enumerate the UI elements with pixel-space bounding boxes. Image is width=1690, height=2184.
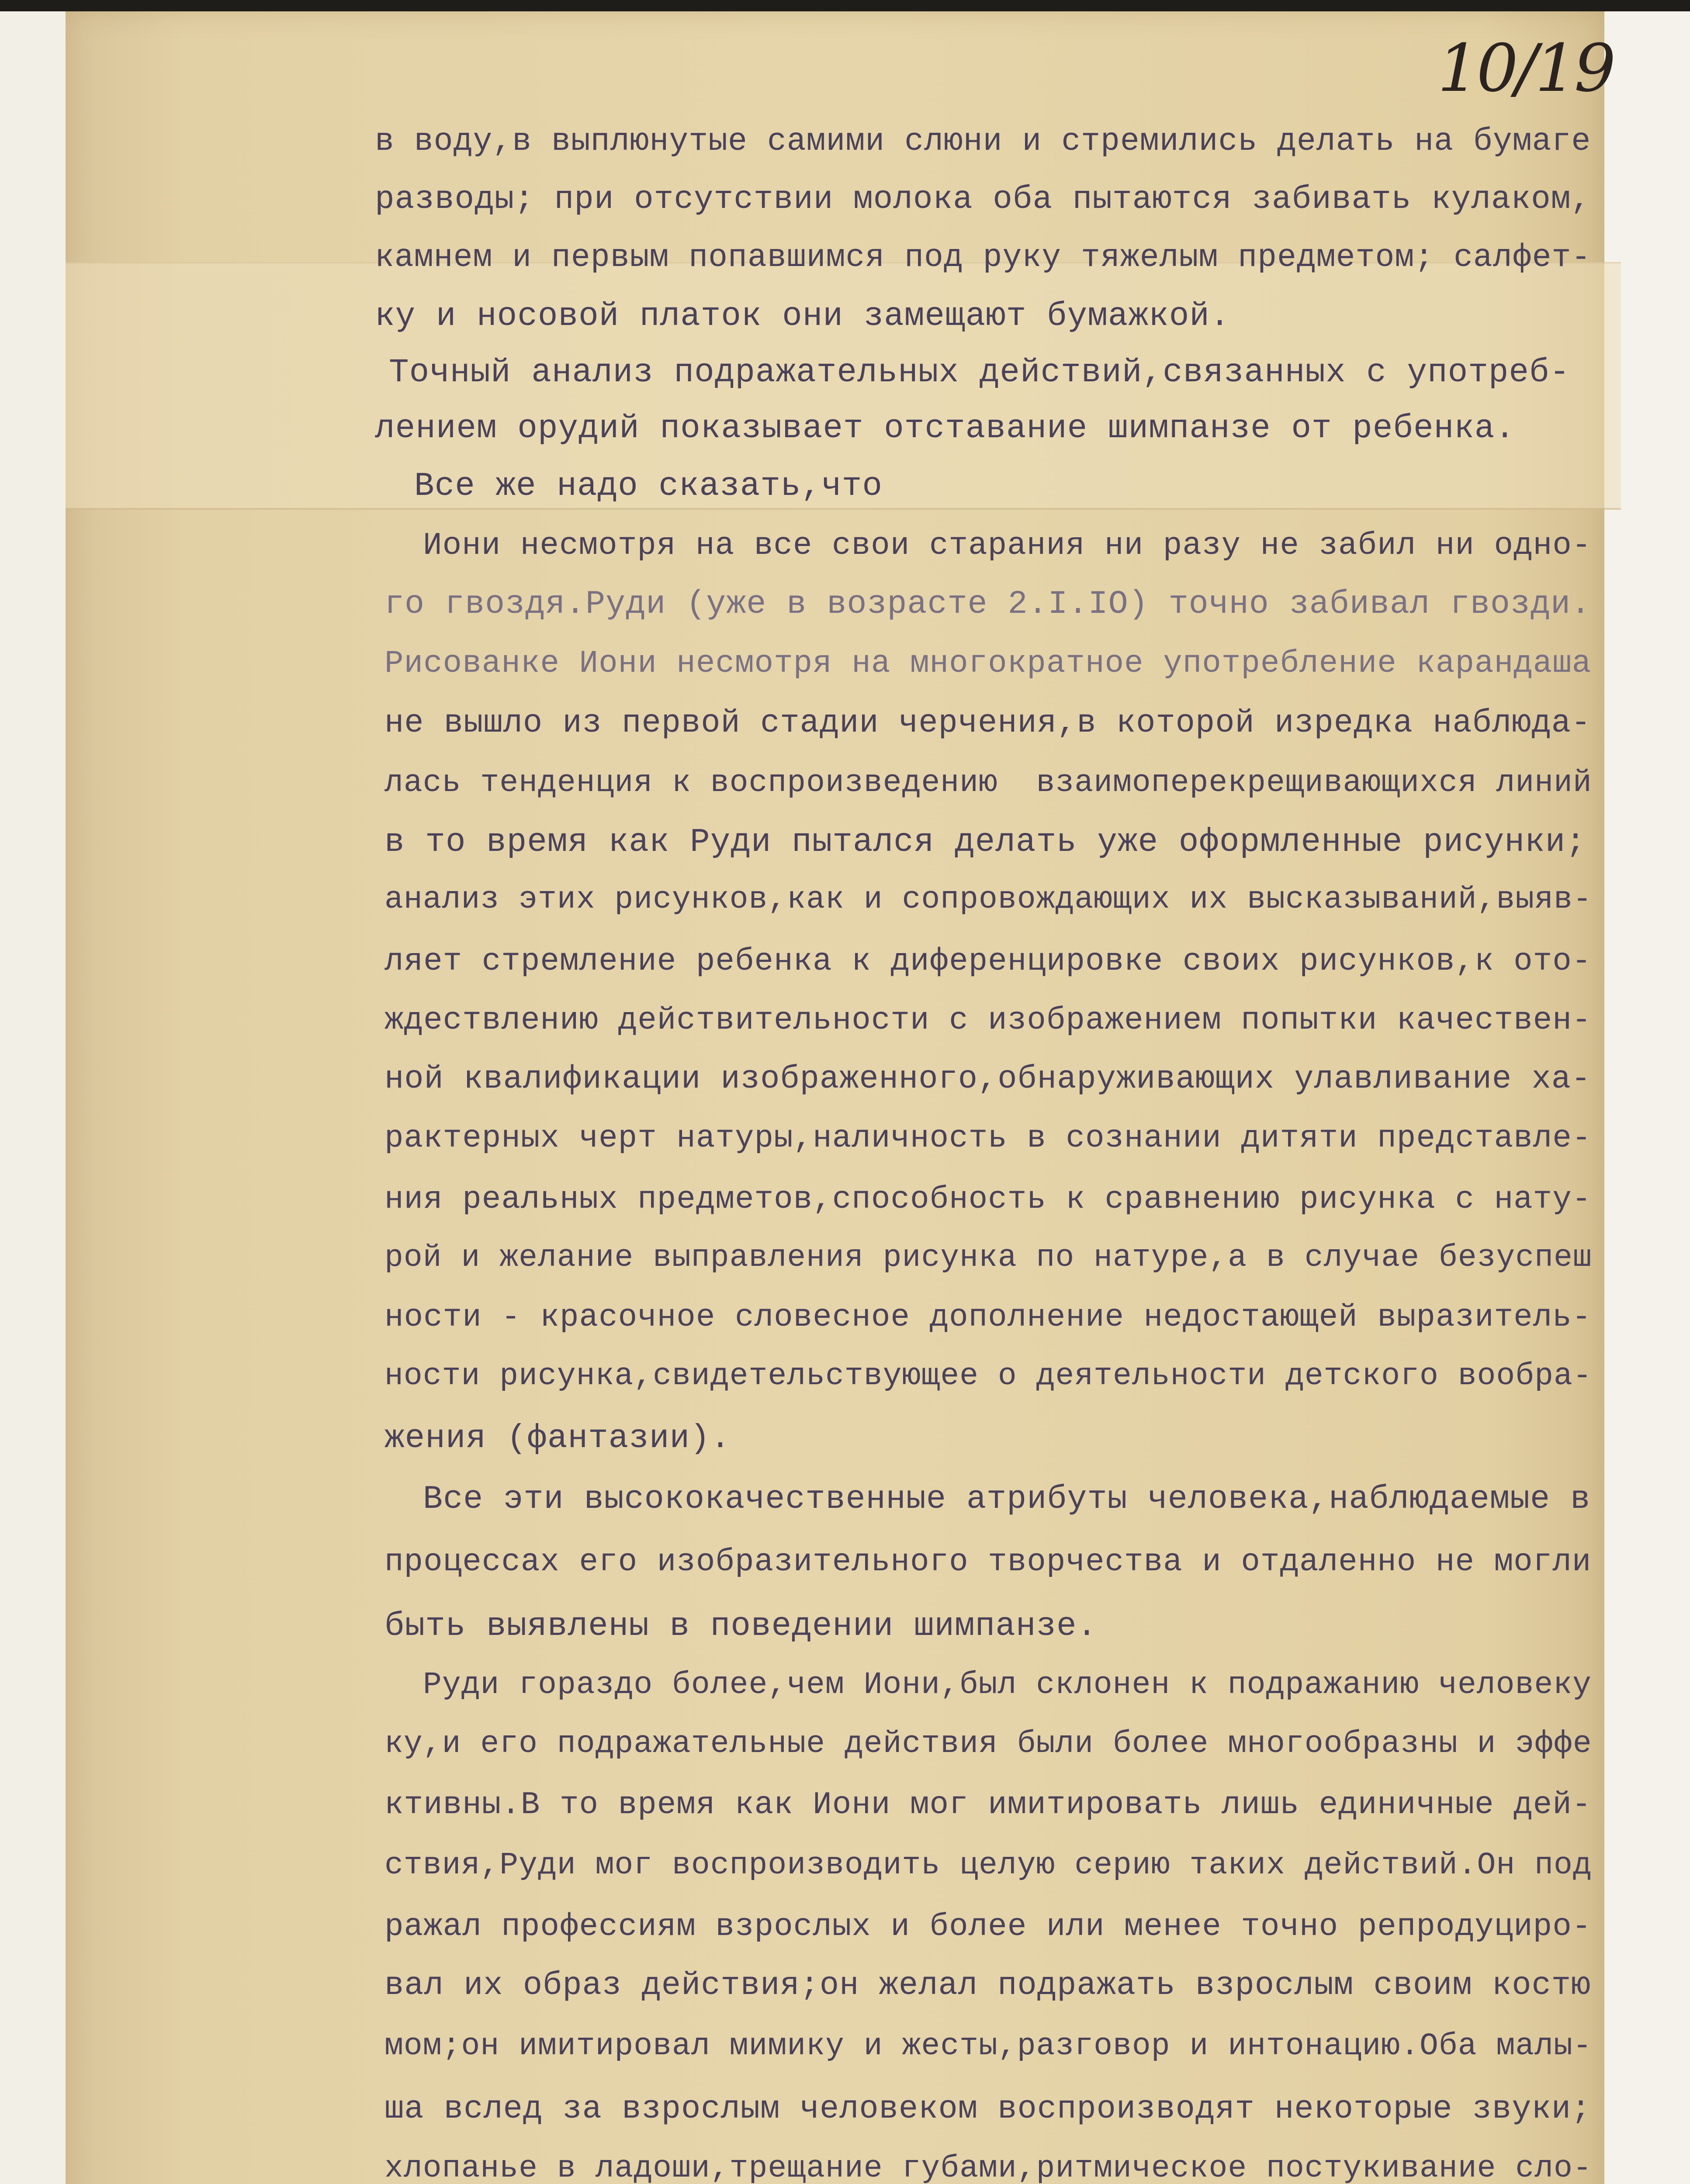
text-line: камнем и первым попавшимся под руку тяжелым предметом; салфет-	[375, 239, 1591, 276]
text-line: ждествлению действительности с изображением попытки качествен-	[384, 1002, 1592, 1038]
text-line: лением орудий показывает отставание шимпанзе от ребенка.	[375, 410, 1516, 447]
text-line: в то время как Руди пытался делать уже оформленные рисунки;	[384, 823, 1586, 861]
text-line: не вышло из первой стадии черчения,в которой изредка наблюда-	[384, 705, 1591, 742]
text-line: ражал профессиям взрослых и более или менее точно репродуциро-	[384, 1909, 1592, 1945]
text-line: ку и носовой платок они замещают бумажкой.	[375, 297, 1230, 335]
text-line: хлопанье в ладоши,трещание губами,ритмическое постукивание сло-	[384, 2151, 1592, 2184]
text-line: рактерных черт натуры,наличность в сознании дитяти представле-	[384, 1120, 1592, 1156]
text-line: разводы; при отсутствии молока оба пытаются забивать кулаком,	[375, 181, 1591, 218]
text-line: ния реальных предметов,способность к сравнению рисунка с нату-	[384, 1182, 1592, 1217]
text-line: Рисованке Иони несмотря на многократное употребление карандаша	[384, 646, 1592, 681]
text-line: жения (фантазии).	[384, 1420, 731, 1457]
text-line: ной квалификации изображенного,обнаруживающих улавливание ха-	[384, 1061, 1591, 1098]
text-line: Точный анализ подражательных действий,связанных с употреб-	[389, 354, 1570, 391]
text-line: процессах его изобразительного творчества и отдаленно не могли	[384, 1544, 1592, 1580]
text-line: Все эти высококачественные атрибуты человека,наблюдаемые в	[423, 1480, 1591, 1518]
text-line: рой и желание выправления рисунка по натуре,а в случае безуспеш	[384, 1241, 1592, 1275]
text-line: анализ этих рисунков,как и сопровождающих их высказываний,выяв-	[384, 882, 1592, 917]
text-line: быть выявлены в поведении шимпанзе.	[384, 1607, 1098, 1645]
text-line: ности - красочное словесное дополнение недостающей выразитель-	[384, 1299, 1592, 1335]
text-line: ляет стремление ребенка к диференцировке своих рисунков,к ото-	[384, 943, 1592, 979]
text-line: ности рисунка,свидетельствующее о деятельности детского вообра-	[384, 1359, 1592, 1394]
text-line: вал их образ действия;он желал подражать взрослым своим костю	[384, 1968, 1591, 2004]
text-line: Все же надо сказать,что	[414, 467, 883, 505]
folio-number: 10/19	[1437, 31, 1614, 107]
text-line: Руди гораздо более,чем Иони,был склонен к подражанию человеку	[423, 1668, 1592, 1703]
text-line: ствия,Руди мог воспроизводить целую серию таких действий.Он под	[384, 1848, 1592, 1883]
text-line: Иони несмотря на все свои старания ни разу не забил ни одно-	[423, 528, 1592, 563]
text-line: мом;он имитировал мимику и жесты,разговор и интонацию.Оба малы-	[384, 2029, 1592, 2064]
text-line: ша вслед за взрослым человеком воспроизводят некоторые звуки;	[384, 2091, 1591, 2128]
text-line: лась тенденция к воспроизведению взаимоперекрещивающихся линий	[384, 766, 1592, 801]
text-line: го гвоздя.Руди (уже в возрасте 2.I.IO) точно забивал гвозди.	[384, 586, 1591, 623]
text-line: ку,и его подражательные действия были более многообразны и эффе	[384, 1727, 1592, 1762]
text-line: ктивны.В то время как Иони мог имитировать лишь единичные дей-	[384, 1787, 1592, 1823]
text-line: в воду,в выплюнутые самими слюни и стремились делать на бумаге	[375, 123, 1591, 159]
